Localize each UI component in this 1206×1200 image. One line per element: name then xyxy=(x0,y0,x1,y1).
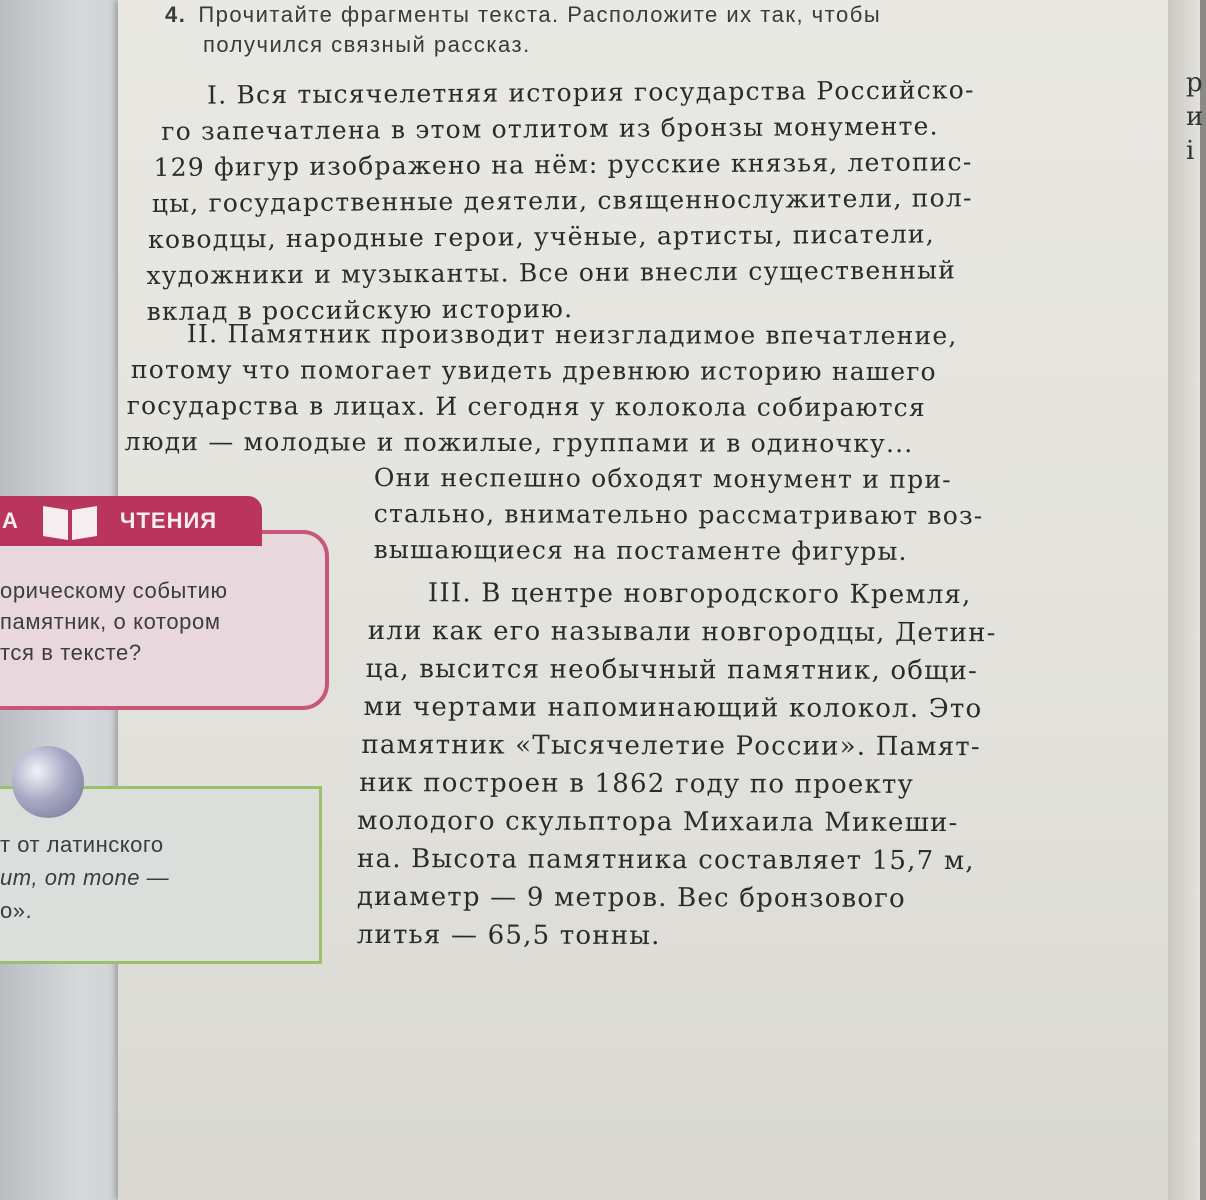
text-line: художники и музыканты. Все они внесли существенный xyxy=(146,255,957,290)
question-line: орическому событию xyxy=(0,578,228,603)
text-line: литья — 65,5 тонны. xyxy=(356,919,661,952)
reading-tab-label: ЧТЕНИЯ xyxy=(120,508,218,533)
text-line: на. Высота памятника составляет 15,7 м, xyxy=(356,843,975,877)
text-line: ководцы, народные герои, учёные, артисты, писатели, xyxy=(148,219,935,254)
edge-letter: и xyxy=(1186,102,1204,132)
next-page-edge xyxy=(1168,0,1200,1200)
text-line: памятник «Тысячелетие России». Памят- xyxy=(361,730,981,763)
text-line: цы, государственные деятели, священнослужители, пол- xyxy=(151,183,973,218)
reading-tab xyxy=(0,496,262,546)
task-instruction xyxy=(165,0,1055,60)
note-line: т от латинского xyxy=(0,832,164,857)
task-text: Прочитайте фрагменты текста. Расположите их так, чтобы xyxy=(198,2,882,27)
decorative-sphere xyxy=(12,746,84,818)
text-line: государства в лицах. И сегодня у колокола собираются xyxy=(126,391,926,423)
text-line: диаметр — 9 метров. Вес бронзового xyxy=(356,881,906,914)
task-line-2: получился связный рассказ. xyxy=(203,32,531,57)
text-line: молодого скульптора Михаила Микеши- xyxy=(357,805,959,839)
task-number: 4. xyxy=(165,2,187,27)
text-line: го запечатлена в этом отлитом из бронзы монументе. xyxy=(161,111,939,146)
text-line: I. Вся тысячелетняя история государства Российско- xyxy=(207,75,975,110)
reading-question xyxy=(0,575,320,668)
word-origin-note xyxy=(0,828,300,927)
text-line: Они неспешно обходят монумент и при- xyxy=(373,462,952,495)
text-line: люди — молодые и пожилые, группами и в одиночку... xyxy=(124,426,914,459)
note-line: о». xyxy=(0,898,33,923)
fragment-one xyxy=(145,72,976,330)
next-page-text xyxy=(1186,66,1206,168)
text-line: вышающиеся на постаменте фигуры. xyxy=(373,534,908,566)
question-line: памятник, о котором xyxy=(0,609,221,634)
text-line: ник построен в 1862 году по проекту xyxy=(359,768,915,800)
text-line: III. В центре новгородского Кремля, xyxy=(427,578,972,611)
reading-tab-letter: А xyxy=(2,508,18,533)
edge-letter: і xyxy=(1186,136,1195,166)
fragment-two-continued xyxy=(374,460,984,570)
text-line: ми чертами напоминающий колокол. Это xyxy=(363,692,983,725)
fragment-two xyxy=(125,316,958,462)
text-line: или как его называли новгородцы, Детин- xyxy=(367,616,997,649)
text-line: ца, высится необычный памятник, общи- xyxy=(365,654,979,687)
text-line: II. Памятник производит неизгладимое впечатление, xyxy=(186,319,958,351)
text-line: потому что помогает увидеть древнюю историю нашего xyxy=(130,355,937,387)
note-line: um, от mone — xyxy=(0,865,170,890)
text-line: стально, внимательно рассматривают воз- xyxy=(373,498,984,531)
fragment-three xyxy=(357,574,997,956)
question-line: тся в тексте? xyxy=(0,640,142,665)
text-line: вклад в российскую историю. xyxy=(146,294,574,326)
text-line: 129 фигур изображено на нём: русские князья, летопис- xyxy=(153,147,973,182)
open-book-icon xyxy=(40,500,100,542)
edge-letter: р xyxy=(1186,68,1203,98)
task-line-1 xyxy=(165,0,1055,30)
